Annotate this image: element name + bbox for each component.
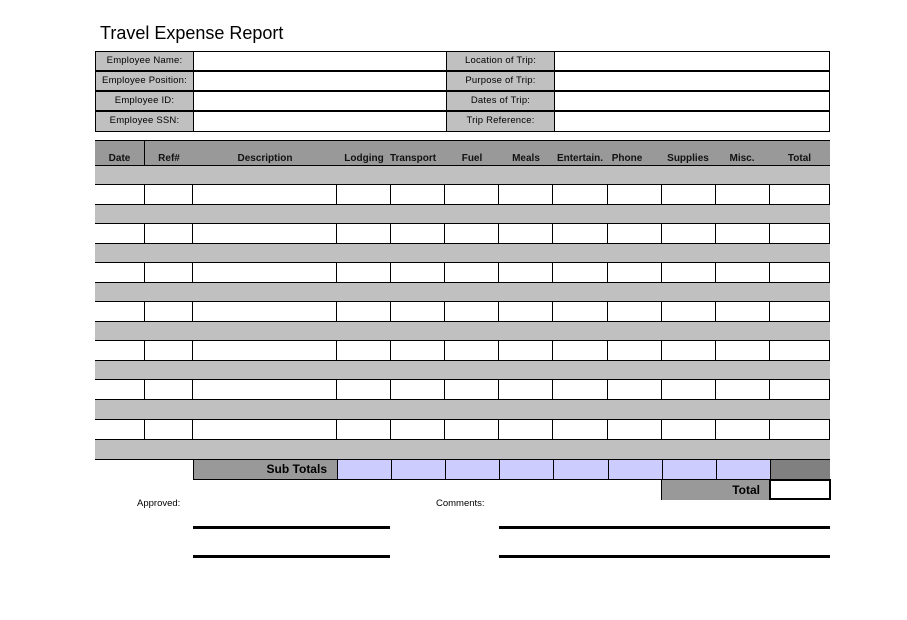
- total-cell[interactable]: [769, 302, 830, 321]
- employee-id-field[interactable]: [193, 91, 447, 111]
- column-header-ref: Ref#: [158, 153, 180, 164]
- meals-cell[interactable]: [498, 224, 499, 243]
- column-header-transport: Transport: [389, 153, 437, 164]
- expense-row[interactable]: [95, 224, 830, 244]
- entertainment-cell[interactable]: [552, 302, 553, 321]
- fuel-cell[interactable]: [444, 185, 445, 204]
- description-cell[interactable]: [192, 341, 193, 360]
- expense-row[interactable]: [95, 263, 830, 283]
- date-group-row[interactable]: [95, 322, 830, 341]
- transport-cell[interactable]: [390, 380, 391, 399]
- trip-dates-label: Dates of Trip:: [446, 91, 555, 111]
- fuel-subtotal: [445, 460, 499, 480]
- date-group-row[interactable]: [95, 361, 830, 380]
- trip-location-label: Location of Trip:: [446, 51, 555, 71]
- trip-reference-label: Trip Reference:: [446, 111, 555, 132]
- ref-cell[interactable]: [144, 302, 145, 321]
- supplies-subtotal: [662, 460, 716, 480]
- description-cell[interactable]: [192, 263, 193, 282]
- fuel-cell[interactable]: [444, 420, 445, 439]
- description-cell[interactable]: [192, 380, 193, 399]
- misc-cell[interactable]: [715, 185, 716, 204]
- expense-row[interactable]: [95, 420, 830, 440]
- employee-position-label: Employee Position:: [95, 71, 194, 91]
- employee-name-label: Employee Name:: [95, 51, 194, 71]
- comments-line-2[interactable]: [499, 555, 830, 558]
- trip-location-field[interactable]: [554, 51, 830, 71]
- phone-cell[interactable]: [607, 263, 608, 282]
- misc-cell[interactable]: [715, 420, 716, 439]
- page-title: Travel Expense Report: [100, 23, 284, 43]
- phone-cell[interactable]: [607, 185, 608, 204]
- misc-cell[interactable]: [715, 341, 716, 360]
- total-subtotal: [770, 460, 830, 480]
- phone-subtotal: [608, 460, 662, 480]
- subtotals-label: Sub Totals: [193, 460, 337, 480]
- supplies-cell[interactable]: [661, 380, 662, 399]
- description-cell[interactable]: [192, 224, 193, 243]
- lodging-cell[interactable]: [336, 302, 337, 321]
- comments-label: Comments:: [436, 498, 485, 509]
- employee-ssn-field[interactable]: [193, 111, 447, 132]
- misc-subtotal: [716, 460, 770, 480]
- approved-label: Approved:: [137, 498, 181, 509]
- expense-row[interactable]: [95, 380, 830, 400]
- lodging-cell[interactable]: [336, 341, 337, 360]
- phone-cell[interactable]: [607, 380, 608, 399]
- date-group-row[interactable]: [95, 440, 830, 460]
- column-header-misc: Misc.: [729, 153, 755, 164]
- ref-cell[interactable]: [144, 380, 145, 399]
- expense-row[interactable]: [95, 185, 830, 205]
- entertainment-cell[interactable]: [552, 420, 553, 439]
- ref-cell[interactable]: [144, 341, 145, 360]
- total-cell[interactable]: [769, 185, 830, 204]
- trip-dates-field[interactable]: [554, 91, 830, 111]
- transport-cell[interactable]: [390, 341, 391, 360]
- entertainment-cell[interactable]: [552, 263, 553, 282]
- grand-total-field[interactable]: [769, 479, 831, 500]
- trip-reference-field[interactable]: [554, 111, 830, 132]
- transport-cell[interactable]: [390, 302, 391, 321]
- expense-row[interactable]: [95, 302, 830, 322]
- column-header-meals: Meals: [512, 153, 540, 164]
- column-header-entertainment: Entertain.: [556, 153, 604, 164]
- lodging-cell[interactable]: [336, 263, 337, 282]
- column-header-fuel: Fuel: [461, 153, 483, 164]
- column-header-phone: Phone: [611, 153, 643, 164]
- fuel-cell[interactable]: [444, 263, 445, 282]
- column-header-lodging: Lodging: [344, 153, 384, 164]
- lodging-subtotal: [337, 460, 391, 480]
- meals-cell[interactable]: [498, 380, 499, 399]
- entertainment-cell[interactable]: [552, 380, 553, 399]
- meals-cell[interactable]: [498, 263, 499, 282]
- meals-cell[interactable]: [498, 185, 499, 204]
- total-cell[interactable]: [769, 341, 830, 360]
- phone-cell[interactable]: [607, 341, 608, 360]
- column-header-description: Description: [237, 153, 293, 164]
- lodging-cell[interactable]: [336, 185, 337, 204]
- employee-ssn-label: Employee SSN:: [95, 111, 194, 132]
- ref-cell[interactable]: [144, 224, 145, 243]
- meals-cell[interactable]: [498, 341, 499, 360]
- supplies-cell[interactable]: [661, 420, 662, 439]
- employee-name-field[interactable]: [193, 51, 447, 71]
- meals-subtotal: [499, 460, 553, 480]
- supplies-cell[interactable]: [661, 263, 662, 282]
- total-cell[interactable]: [769, 224, 830, 243]
- approval-date-line[interactable]: [193, 555, 390, 558]
- total-cell[interactable]: [769, 420, 830, 439]
- date-group-row[interactable]: [95, 400, 830, 420]
- grand-total-label: Total: [661, 480, 770, 500]
- fuel-cell[interactable]: [444, 224, 445, 243]
- date-group-row[interactable]: [95, 205, 830, 224]
- description-cell[interactable]: [192, 302, 193, 321]
- lodging-cell[interactable]: [336, 224, 337, 243]
- supplies-cell[interactable]: [661, 341, 662, 360]
- description-cell[interactable]: [192, 420, 193, 439]
- supplies-cell[interactable]: [661, 224, 662, 243]
- phone-cell[interactable]: [607, 420, 608, 439]
- approval-signature-line[interactable]: [193, 526, 390, 529]
- trip-purpose-label: Purpose of Trip:: [446, 71, 555, 91]
- lodging-cell[interactable]: [336, 380, 337, 399]
- date-group-row[interactable]: [95, 283, 830, 302]
- misc-cell[interactable]: [715, 380, 716, 399]
- transport-cell[interactable]: [390, 263, 391, 282]
- phone-cell[interactable]: [607, 224, 608, 243]
- column-header-date: Date: [108, 153, 131, 164]
- transport-cell[interactable]: [390, 224, 391, 243]
- transport-cell[interactable]: [390, 185, 391, 204]
- entertainment-cell[interactable]: [552, 185, 553, 204]
- phone-cell[interactable]: [607, 302, 608, 321]
- ref-cell[interactable]: [144, 185, 145, 204]
- lodging-cell[interactable]: [336, 420, 337, 439]
- fuel-cell[interactable]: [444, 380, 445, 399]
- fuel-cell[interactable]: [444, 302, 445, 321]
- total-cell[interactable]: [769, 380, 830, 399]
- trip-purpose-field[interactable]: [554, 71, 830, 91]
- misc-cell[interactable]: [715, 224, 716, 243]
- transport-cell[interactable]: [390, 420, 391, 439]
- misc-cell[interactable]: [715, 302, 716, 321]
- entertainment-cell[interactable]: [552, 341, 553, 360]
- column-header-supplies: Supplies: [667, 153, 709, 164]
- expense-row[interactable]: [95, 341, 830, 361]
- entertainment-subtotal: [553, 460, 608, 480]
- date-group-row[interactable]: [95, 244, 830, 263]
- meals-cell[interactable]: [498, 302, 499, 321]
- supplies-cell[interactable]: [661, 302, 662, 321]
- ref-cell[interactable]: [144, 420, 145, 439]
- date-group-row[interactable]: [95, 166, 830, 185]
- comments-line-1[interactable]: [499, 526, 830, 529]
- employee-position-field[interactable]: [193, 71, 447, 91]
- entertainment-cell[interactable]: [552, 224, 553, 243]
- column-header-total: Total: [787, 153, 812, 164]
- total-cell[interactable]: [769, 263, 830, 282]
- employee-id-label: Employee ID:: [95, 91, 194, 111]
- supplies-cell[interactable]: [661, 185, 662, 204]
- meals-cell[interactable]: [498, 420, 499, 439]
- ref-cell[interactable]: [144, 263, 145, 282]
- misc-cell[interactable]: [715, 263, 716, 282]
- description-cell[interactable]: [192, 185, 193, 204]
- fuel-cell[interactable]: [444, 341, 445, 360]
- transport-subtotal: [391, 460, 445, 480]
